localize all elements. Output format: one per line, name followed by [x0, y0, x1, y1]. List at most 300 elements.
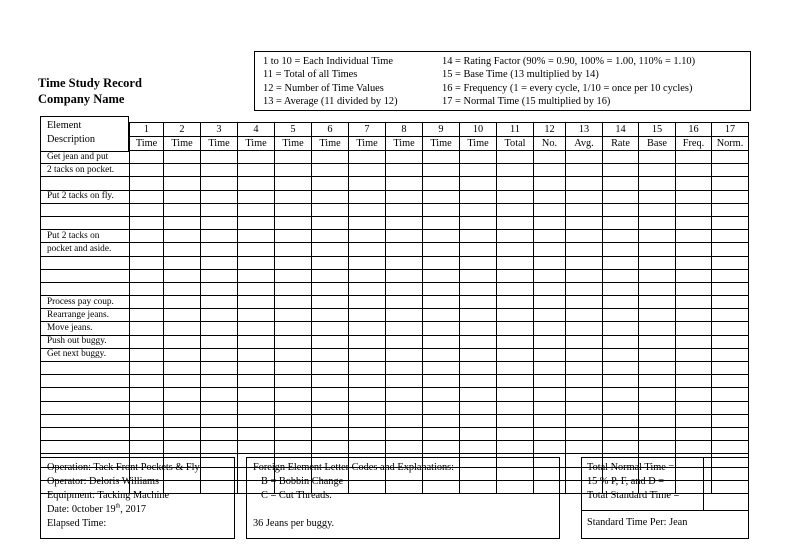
time-cell [312, 375, 349, 388]
time-cell [130, 375, 164, 388]
time-cell [201, 401, 238, 414]
time-cell [639, 243, 676, 256]
totals-text [587, 461, 679, 503]
time-cell [460, 441, 497, 454]
time-cell [712, 164, 749, 177]
time-cell [275, 177, 312, 190]
time-cell [676, 335, 712, 348]
time-cell [130, 151, 164, 164]
time-cell [275, 362, 312, 375]
time-cell [201, 256, 238, 269]
time-cell [238, 401, 275, 414]
time-cell [386, 230, 423, 243]
time-cell [676, 309, 712, 322]
element-description-cell: Get next buggy. [41, 348, 130, 361]
time-cell [676, 441, 712, 454]
time-cell [566, 282, 603, 295]
time-cell [130, 243, 164, 256]
time-cell [349, 322, 386, 335]
time-cell [349, 190, 386, 203]
time-cell [201, 348, 238, 361]
time-cell [201, 427, 238, 440]
time-cell [639, 335, 676, 348]
time-cell [566, 441, 603, 454]
time-cell [497, 243, 534, 256]
time-cell [603, 256, 639, 269]
time-cell [275, 190, 312, 203]
time-cell [312, 243, 349, 256]
time-cell [275, 375, 312, 388]
time-cell [130, 296, 164, 309]
elapsed-time-text: Elapsed Time: [47, 518, 107, 529]
time-cell [460, 414, 497, 427]
table-row [41, 164, 749, 177]
time-cell [164, 216, 201, 229]
company-name: Company Name [38, 92, 125, 106]
column-subheader: Time [349, 137, 386, 151]
equipment-text: Equipment: Tacking Machine [47, 490, 170, 501]
time-cell [460, 177, 497, 190]
time-cell [712, 151, 749, 164]
time-cell [534, 348, 566, 361]
element-description-cell [41, 388, 130, 401]
time-cell [460, 216, 497, 229]
element-description-cell: Process pay coup. [41, 296, 130, 309]
time-cell [386, 375, 423, 388]
element-description-cell: 2 tacks on pocket. [41, 164, 130, 177]
time-cell [275, 388, 312, 401]
column-number: 16 [676, 123, 712, 137]
time-cell [238, 164, 275, 177]
column-subheader: Time [275, 137, 312, 151]
time-cell [460, 243, 497, 256]
legend-box [254, 51, 751, 111]
time-cell [238, 230, 275, 243]
time-cell [639, 388, 676, 401]
time-cell [201, 151, 238, 164]
time-cell [676, 230, 712, 243]
time-cell [130, 269, 164, 282]
time-cell [423, 256, 460, 269]
time-cell [349, 282, 386, 295]
time-cell [603, 282, 639, 295]
time-cell [460, 256, 497, 269]
element-description-cell: Put 2 tacks on [41, 230, 130, 243]
time-cell [676, 414, 712, 427]
time-cell [275, 230, 312, 243]
time-cell [534, 230, 566, 243]
time-cell [312, 335, 349, 348]
time-cell [164, 441, 201, 454]
time-cell [130, 190, 164, 203]
time-cell [460, 190, 497, 203]
time-cell [130, 216, 164, 229]
table-row [41, 177, 749, 190]
time-cell [201, 282, 238, 295]
time-cell [676, 362, 712, 375]
time-cell [534, 243, 566, 256]
element-description-cell [41, 414, 130, 427]
time-cell [349, 230, 386, 243]
table-row [41, 216, 749, 229]
time-cell [566, 177, 603, 190]
time-cell [603, 164, 639, 177]
time-cell [639, 375, 676, 388]
time-cell [676, 243, 712, 256]
time-cell [676, 282, 712, 295]
time-cell [712, 322, 749, 335]
time-cell [275, 269, 312, 282]
table-row [41, 427, 749, 440]
table-row [41, 282, 749, 295]
time-cell [275, 282, 312, 295]
column-subheader: Norm. [712, 137, 749, 151]
date-text [47, 503, 234, 517]
time-cell [386, 243, 423, 256]
column-number: 5 [275, 123, 312, 137]
time-cell [460, 230, 497, 243]
time-cell [312, 230, 349, 243]
time-cell [676, 151, 712, 164]
column-number: 9 [423, 123, 460, 137]
time-cell [534, 335, 566, 348]
time-cell [164, 401, 201, 414]
table-row [41, 190, 749, 203]
time-cell [676, 401, 712, 414]
time-cell [639, 401, 676, 414]
time-cell [238, 190, 275, 203]
time-cell [497, 441, 534, 454]
time-cell [460, 164, 497, 177]
time-cell [238, 256, 275, 269]
element-description-cell [41, 362, 130, 375]
time-cell [386, 203, 423, 216]
time-cell [312, 190, 349, 203]
time-cell [676, 164, 712, 177]
time-cell [534, 269, 566, 282]
time-cell [386, 414, 423, 427]
column-number: 12 [534, 123, 566, 137]
time-cell [312, 282, 349, 295]
time-cell [386, 190, 423, 203]
time-cell [349, 441, 386, 454]
time-cell [164, 309, 201, 322]
column-number: 3 [201, 123, 238, 137]
time-cell [386, 177, 423, 190]
time-cell [497, 164, 534, 177]
legend-line: 16 = Frequency (1 = every cycle, 1/10 = once per 10 cycles) [442, 82, 693, 94]
time-cell [423, 151, 460, 164]
table-row [41, 151, 749, 164]
time-cell [312, 256, 349, 269]
column-number: 6 [312, 123, 349, 137]
time-cell [676, 427, 712, 440]
time-cell [566, 216, 603, 229]
element-description-cell: Rearrange jeans. [41, 309, 130, 322]
time-cell [566, 401, 603, 414]
description-label: Description [47, 134, 96, 145]
time-cell [275, 243, 312, 256]
time-cell [566, 269, 603, 282]
column-subheader: Time [201, 137, 238, 151]
time-cell [201, 269, 238, 282]
time-cell [603, 348, 639, 361]
time-cell [534, 164, 566, 177]
time-cell [386, 309, 423, 322]
time-cell [676, 269, 712, 282]
time-cell [712, 230, 749, 243]
time-cell [386, 164, 423, 177]
time-cell [460, 375, 497, 388]
time-cell [386, 441, 423, 454]
time-cell [238, 388, 275, 401]
time-cell [164, 243, 201, 256]
time-cell [164, 375, 201, 388]
time-cell [676, 190, 712, 203]
time-cell [712, 203, 749, 216]
time-cell [386, 401, 423, 414]
time-cell [497, 348, 534, 361]
time-cell [423, 348, 460, 361]
time-cell [275, 164, 312, 177]
time-cell [712, 190, 749, 203]
time-cell [712, 348, 749, 361]
legend-line: 15 = Base Time (13 multiplied by 14) [442, 69, 599, 81]
table-row [41, 203, 749, 216]
time-cell [639, 414, 676, 427]
column-number: 13 [566, 123, 603, 137]
time-cell [201, 414, 238, 427]
time-cell [534, 401, 566, 414]
time-cell [712, 427, 749, 440]
time-cell [312, 151, 349, 164]
time-cell [460, 282, 497, 295]
time-cell [566, 427, 603, 440]
element-description-cell [41, 401, 130, 414]
time-cell [275, 441, 312, 454]
time-cell [312, 269, 349, 282]
time-cell [497, 256, 534, 269]
column-number: 2 [164, 123, 201, 137]
time-cell [201, 322, 238, 335]
time-cell [497, 375, 534, 388]
time-cell [130, 322, 164, 335]
time-cell [676, 203, 712, 216]
time-cell [497, 151, 534, 164]
time-cell [238, 348, 275, 361]
time-cell [275, 401, 312, 414]
time-cell [603, 203, 639, 216]
time-cell [238, 322, 275, 335]
time-cell [603, 427, 639, 440]
time-cell [130, 309, 164, 322]
time-cell [164, 362, 201, 375]
time-cell [639, 164, 676, 177]
time-cell [423, 230, 460, 243]
pfd-allowance: 15 % P, F, and D = [587, 476, 665, 487]
time-cell [423, 427, 460, 440]
time-cell [603, 401, 639, 414]
time-cell [164, 256, 201, 269]
time-cell [712, 401, 749, 414]
time-cell [238, 414, 275, 427]
column-subheader: Rate [603, 137, 639, 151]
time-cell [603, 177, 639, 190]
time-cell [566, 256, 603, 269]
time-cell [534, 441, 566, 454]
total-normal-time: Total Normal Time = [587, 462, 675, 473]
time-cell [201, 177, 238, 190]
element-description-cell [41, 282, 130, 295]
time-cell [497, 322, 534, 335]
time-cell [460, 427, 497, 440]
column-subheader: Avg. [566, 137, 603, 151]
code-c: C = Cut Threads. [261, 490, 332, 501]
time-cell [349, 414, 386, 427]
time-cell [386, 282, 423, 295]
time-cell [130, 348, 164, 361]
legend-line: 11 = Total of all Times [263, 69, 358, 81]
time-cell [497, 401, 534, 414]
time-cell [386, 269, 423, 282]
time-cell [164, 269, 201, 282]
time-cell [423, 296, 460, 309]
time-cell [460, 348, 497, 361]
time-cell [639, 190, 676, 203]
time-cell [712, 282, 749, 295]
time-cell [312, 164, 349, 177]
time-cell [386, 388, 423, 401]
time-cell [423, 164, 460, 177]
time-cell [275, 151, 312, 164]
element-description-cell [41, 441, 130, 454]
time-cell [275, 427, 312, 440]
time-cell [676, 216, 712, 229]
column-subheader: Base [639, 137, 676, 151]
date-prefix: Date: 0ctober 19 [47, 504, 116, 515]
time-cell [676, 322, 712, 335]
time-cell [349, 388, 386, 401]
time-cell [275, 296, 312, 309]
column-subheader: Time [130, 137, 164, 151]
time-cell [603, 190, 639, 203]
time-cell [603, 243, 639, 256]
time-cell [238, 269, 275, 282]
time-cell [386, 335, 423, 348]
time-cell [676, 375, 712, 388]
time-cell [312, 216, 349, 229]
legend-line: 1 to 10 = Each Individual Time [263, 56, 393, 67]
time-cell [603, 309, 639, 322]
column-number: 1 [130, 123, 164, 137]
time-cell [566, 190, 603, 203]
time-cell [460, 388, 497, 401]
time-cell [238, 282, 275, 295]
time-cell [639, 441, 676, 454]
time-cell [423, 243, 460, 256]
time-cell [164, 296, 201, 309]
time-cell [712, 362, 749, 375]
element-description-cell: pocket and aside. [41, 243, 130, 256]
totals-box [581, 457, 749, 539]
time-cell [460, 269, 497, 282]
time-cell [534, 151, 566, 164]
total-standard-time: Total Standard Time = [587, 490, 680, 501]
table-row [41, 401, 749, 414]
time-cell [130, 427, 164, 440]
time-cell [566, 296, 603, 309]
time-cell [639, 203, 676, 216]
element-label: Element [47, 120, 82, 131]
time-cell [312, 414, 349, 427]
column-subheader: Time [423, 137, 460, 151]
time-cell [566, 375, 603, 388]
time-cell [130, 441, 164, 454]
time-cell [349, 256, 386, 269]
time-cell [566, 388, 603, 401]
time-cell [460, 401, 497, 414]
time-cell [312, 362, 349, 375]
time-cell [423, 335, 460, 348]
time-cell [639, 216, 676, 229]
time-cell [423, 309, 460, 322]
time-cell [603, 230, 639, 243]
time-cell [238, 203, 275, 216]
time-cell [349, 243, 386, 256]
table-row [41, 256, 749, 269]
time-cell [566, 348, 603, 361]
time-cell [603, 269, 639, 282]
time-cell [386, 362, 423, 375]
table-row [41, 269, 749, 282]
time-cell [497, 296, 534, 309]
table-row [41, 137, 749, 151]
time-cell [386, 151, 423, 164]
table-row [41, 375, 749, 388]
time-cell [349, 362, 386, 375]
time-cell [603, 362, 639, 375]
table-row [41, 441, 749, 454]
time-cell [349, 296, 386, 309]
time-cell [164, 164, 201, 177]
time-cell [386, 348, 423, 361]
time-cell [386, 216, 423, 229]
time-cell [639, 296, 676, 309]
time-cell [312, 388, 349, 401]
table-row [41, 243, 749, 256]
time-cell [534, 190, 566, 203]
time-cell [460, 322, 497, 335]
time-cell [312, 322, 349, 335]
time-cell [497, 177, 534, 190]
time-cell [130, 401, 164, 414]
time-cell [534, 216, 566, 229]
time-cell [423, 375, 460, 388]
time-cell [275, 348, 312, 361]
time-cell [130, 177, 164, 190]
time-cell [201, 309, 238, 322]
legend-line: 13 = Average (11 divided by 12) [263, 96, 398, 108]
time-cell [534, 296, 566, 309]
time-cell [130, 388, 164, 401]
time-cell [130, 414, 164, 427]
time-cell [201, 441, 238, 454]
time-cell [349, 309, 386, 322]
time-cell [603, 388, 639, 401]
time-cell [603, 441, 639, 454]
column-number: 7 [349, 123, 386, 137]
time-cell [603, 335, 639, 348]
